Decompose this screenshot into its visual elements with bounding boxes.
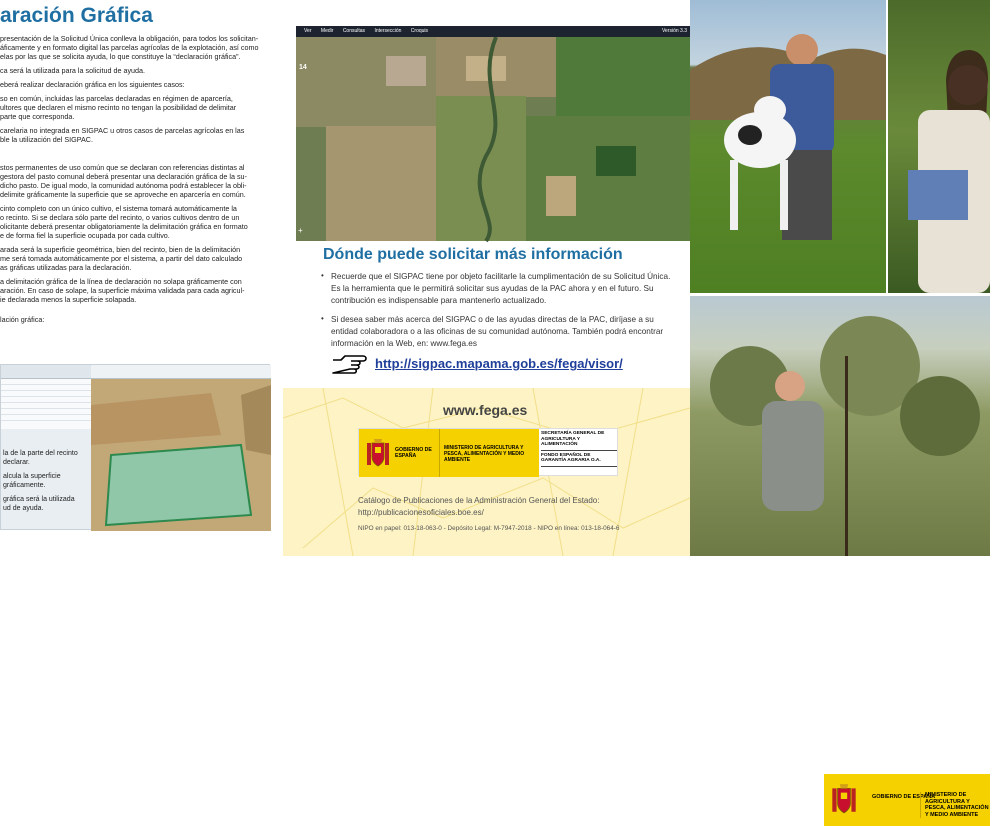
body-line: lación gráfica: (0, 315, 45, 324)
body-line: so en común, incluidas las parcelas declaradas en régimen de aparcería, (0, 94, 233, 103)
body-line: me será tomada automáticamente por el sistema, a partir del dato calculado (0, 254, 243, 263)
body-line: áficamente y en formato digital las parcelas agrícolas de la explotación, así como (0, 43, 259, 52)
body-line: olicitante deberá presentar obligatoriamente la delimitación gráfica en formato (0, 222, 248, 231)
fega-web[interactable]: www.fega.es (443, 402, 528, 418)
menu-ver[interactable]: Ver (304, 28, 312, 34)
body-line: o recinto. Si se declara sólo parte del recinto, o varios cultivos dentro de un (0, 213, 240, 222)
satellite-map-graphic (296, 26, 691, 241)
sigpac-screenshot (0, 364, 270, 530)
gobierno-logo (359, 429, 439, 477)
body-line: ca será la utilizada para la solicitud de ayuda. (0, 66, 146, 75)
agencies-text (541, 431, 617, 469)
cover-gobierno-text: GOBIERNO DE ESPAÑA (872, 794, 936, 800)
bullet-icon: • (321, 271, 324, 280)
body-line: ble la utilización del SIGPAC. (0, 135, 93, 144)
olive-farmer-graphic (690, 296, 990, 556)
menu-medir[interactable]: Medir (320, 28, 334, 34)
left-panel (0, 0, 283, 556)
body-line: as gráficas utilizadas para la declaración. (0, 263, 132, 272)
menu-interseccion[interactable]: Intersección (374, 28, 402, 34)
cover-subtitle-2: del 1 febrero (931, 747, 993, 759)
olive-farmer-photo (690, 296, 999, 818)
farmer-calf-graphic (690, 0, 886, 293)
body-line: carelaria no integrada en SIGPAC u otros casos de parcelas agrícolas en las (0, 126, 245, 135)
info-heading: Dónde puede solicitar más información (323, 246, 623, 263)
parcel-map-graphic (91, 365, 271, 531)
farmer-with-calf-photo (690, 0, 886, 293)
cover-panel (690, 0, 999, 818)
zoom-in-icon[interactable]: + (298, 226, 303, 235)
body-line: delimite gráficamente la superficie que se aproveche en aparcería en común. (0, 190, 246, 199)
screenshot-caption: la de la parte del recinto (3, 450, 78, 457)
info-paragraph-2: Si desea saber más acerca del SIGPAC o de las ayudas directas de la PAC, diríjase a su entidad colaboradora o a las oficinas de su comunidad autónoma. También podrá encontrar información en la Web, en: www.fega.es (331, 315, 664, 349)
pointing-hand-icon (331, 352, 371, 378)
body-line: ie declarada menos la superficie solapada. (0, 295, 137, 304)
section-heading: aración Gráfica (0, 4, 153, 27)
body-line: elas por las que se solicita ayuda, lo que constituye la “declaración gráfica”. (0, 52, 241, 61)
cover-title-pac: PA (950, 656, 999, 698)
secretaria-text: SECRETARÍA GENERAL DE AGRICULTURA Y ALIMENTACIÓN (541, 431, 617, 451)
screenshot-caption: gráfica será la utilizada (3, 496, 75, 503)
body-line: a delimitación gráfica de la línea de declaración no solapa gráficamente con (0, 277, 242, 286)
bullet-icon: • (321, 314, 324, 323)
catalogo-text: Catálogo de Publicaciones de la Administración General del Estado: (358, 496, 600, 505)
cover-subtitle-1: Ya puede presentar (890, 732, 986, 744)
catalogo-link[interactable]: http://publicacionesoficiales.boe.es/ (358, 508, 484, 517)
body-line: e de forma fiel la superficie ocupada por cada cultivo. (0, 231, 170, 240)
screenshot-caption: declarar. (3, 459, 30, 466)
cover-title-de-la: de la (902, 672, 951, 694)
fondo-text: FONDO ESPAÑOL DE GARANTÍA AGRARIA O.A. (541, 453, 617, 467)
middle-panel (283, 0, 690, 556)
screenshot-caption: gráficamente. (3, 482, 46, 489)
gobierno-text: GOBIERNO DE ESPAÑA (395, 447, 432, 459)
sigpac-visor-link[interactable]: http://sigpac.mapama.gob.es/fega/visor/ (375, 356, 623, 371)
body-line: arada será la superficie geométrica, bien del recinto, bien de la delimitación (0, 245, 241, 254)
screenshot-map (91, 365, 271, 531)
farmer-woman-graphic (888, 0, 990, 293)
body-line: parte que corresponda. (0, 112, 75, 121)
body-line: cinto completo con un único cultivo, el sistema tomará automáticamente la (0, 204, 237, 213)
body-line: ultores que declaren el mismo recinto no tengan la posibilidad de delimitar (0, 103, 237, 112)
footer-block (283, 388, 690, 556)
coat-of-arms-icon (830, 782, 858, 816)
body-line: gestora del pasto comunal deberá presentar una declaración gráfica de la su- (0, 172, 247, 181)
body-line: presentación de la Solicitud Única conlleva la obligación, para todos los solicitan- (0, 34, 259, 43)
viewer-version: Versión 3.3 (661, 28, 687, 34)
zoom-level: 14 (299, 64, 307, 71)
government-logo-block (358, 428, 618, 476)
screenshot-toolbar (1, 365, 91, 379)
screenshot-caption: ud de ayuda. (3, 505, 44, 512)
sigpac-viewer-image (296, 26, 691, 241)
screenshot-table (1, 379, 91, 429)
body-line: eberá realizar declaración gráfica en los siguientes casos: (0, 80, 185, 89)
viewer-menubar (296, 26, 691, 37)
cover-government-logo (824, 774, 990, 826)
cover-ministerio-text: MINISTERIO DE AGRICULTURA Y PESCA, ALIMENTACIÓN Y MEDIO AMBIENTE (920, 792, 990, 818)
menu-consultas[interactable]: Consultas (342, 28, 366, 34)
screenshot-caption: alcula la superficie (3, 473, 61, 480)
menu-croquis[interactable]: Croquis (410, 28, 429, 34)
body-line: aración. En caso de solape, la superficie máxima validada para cada agricul- (0, 286, 245, 295)
cover-title-line1: Ayuc (902, 614, 986, 656)
ministerio-text: MINISTERIO DE AGRICULTURA Y PESCA, ALIMENTACIÓN Y MEDIO AMBIENTE (444, 445, 525, 463)
body-line: dicho pasto. De igual modo, la comunidad autónoma podrá establecer la obli- (0, 181, 247, 190)
info-paragraph-1: Recuerde que el SIGPAC tiene por objeto facilitarle la cumplimentación de su Solicitud Única. Es la herramienta que le permitirá solicitar sus ayudas de la PAC ahora y en el futuro. Su contribución es indispensable para mantenerlo actualizado. (331, 272, 671, 306)
ministerio-logo (439, 429, 539, 477)
cover-title-year: 20 (952, 688, 995, 730)
coat-of-arms-icon (365, 437, 391, 469)
body-line: stos permanentes de uso común que se declaran con referencias distintas al (0, 163, 245, 172)
nipo-text: NIPO en papel: 013-18-063-0 - Depósito Legal: M-7947-2018 - NIPO en línea: 013-18-064-6 (358, 525, 620, 532)
farmer-woman-photo (888, 0, 990, 293)
